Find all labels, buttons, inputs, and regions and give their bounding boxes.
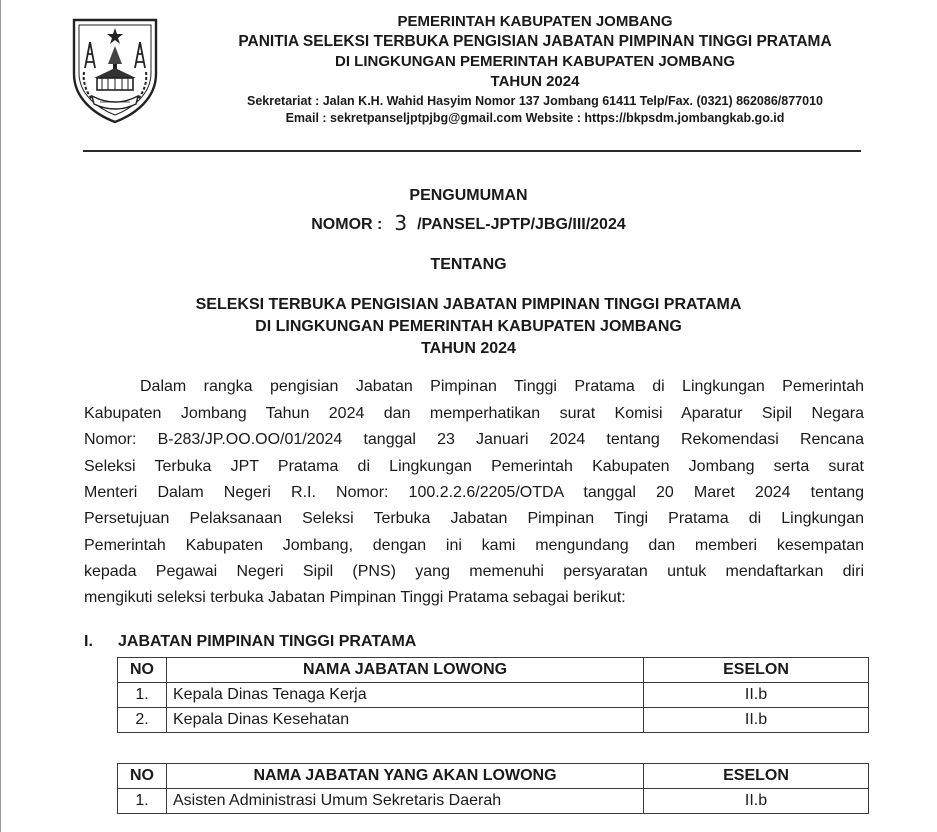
table-row	[118, 789, 869, 814]
column-header-echelon: ESELON	[644, 764, 869, 789]
column-header-position: NAMA JABATAN YANG AKAN LOWONG	[167, 764, 644, 789]
cell-position: Kepala Dinas Kesehatan	[167, 708, 644, 733]
announcement-number-prefix: NOMOR :	[311, 216, 383, 233]
cell-echelon: II.b	[644, 683, 869, 708]
cell-no: 2.	[118, 708, 167, 733]
announcement-subject-line-2: DI LINGKUNGAN PEMERINTAH KABUPATEN JOMBANG	[255, 318, 682, 335]
column-header-echelon: ESELON	[644, 658, 869, 683]
upcoming-vacant-positions-table	[117, 763, 869, 814]
letterhead-contact: Email : sekretpanseljptpjbg@gmail.com Website : https://bkpsdm.jombangkab.go.id	[285, 111, 785, 125]
announcement-number	[0, 210, 937, 234]
cell-position: Asisten Administrasi Umum Sekretaris Daerah	[167, 789, 644, 814]
announcement-title: PENGUMUMAN	[409, 187, 528, 204]
table-header-row	[118, 658, 869, 683]
body-line: Pemerintah Kabupaten Jombang, dengan ini kami mengundang dan memberi kesempatan	[84, 537, 864, 554]
section-number: I.	[84, 633, 93, 650]
cell-no: 1.	[118, 789, 167, 814]
announcement-number-handwritten: 3	[394, 211, 408, 235]
body-line: Menteri Dalam Negeri R.I. Nomor: 100.2.2.6/2205/OTDA tanggal 20 Maret 2024 tentang	[84, 484, 864, 501]
cell-position: Kepala Dinas Tenaga Kerja	[167, 683, 644, 708]
column-header-position: NAMA JABATAN LOWONG	[167, 658, 644, 683]
letterhead-committee-name: PANITIA SELEKSI TERBUKA PENGISIAN JABATAN PIMPINAN TINGGI PRATAMA	[238, 33, 832, 50]
body-line: Persetujuan Pelaksanaan Seleksi Terbuka Jabatan Pimpinan Tingi Pratama di Lingkungan	[84, 510, 864, 527]
cell-echelon: II.b	[644, 789, 869, 814]
cell-echelon: II.b	[644, 708, 869, 733]
announcement-subject-line-3: TAHUN 2024	[421, 340, 516, 357]
vacant-positions-table	[117, 657, 869, 733]
letterhead-address: Sekretariat : Jalan K.H. Wahid Hasyim Nomor 137 Jombang 61411 Telp/Fax. (0321) 862086/877010	[247, 94, 823, 108]
body-line: mengikuti seleksi terbuka Jabatan Pimpinan Tinggi Pratama sebagai berikut:	[84, 589, 626, 606]
table-row	[118, 683, 869, 708]
table-row	[118, 708, 869, 733]
announcement-tentang: TENTANG	[430, 256, 507, 273]
letterhead-government-name: PEMERINTAH KABUPATEN JOMBANG	[397, 13, 673, 30]
body-line: Nomor: B-283/JP.OO.OO/01/2024 tanggal 23 Januari 2024 tentang Rekomendasi Rencana	[84, 431, 864, 448]
column-header-no: NO	[118, 764, 167, 789]
section-heading	[84, 633, 416, 651]
section-title: JABATAN PIMPINAN TINGGI PRATAMA	[118, 633, 417, 650]
body-line: Dalam rangka pengisian Jabatan Pimpinan Tinggi Pratama di Lingkungan Pemerintah	[140, 378, 864, 395]
body-line: Kabupaten Jombang Tahun 2024 dan memperhatikan surat Komisi Aparatur Sipil Negara	[84, 405, 864, 422]
body-line: kepada Pegawai Negeri Sipil (PNS) yang memenuhi persyaratan untuk mendaftarkan diri	[84, 563, 864, 580]
regency-emblem-icon	[68, 12, 162, 124]
cell-no: 1.	[118, 683, 167, 708]
announcement-number-suffix: /PANSEL-JPTP/JBG/III/2024	[417, 216, 626, 233]
letterhead-divider	[83, 150, 861, 152]
letterhead-year: TAHUN 2024	[490, 73, 580, 90]
table-header-row	[118, 764, 869, 789]
body-line: Seleksi Terbuka JPT Pratama di Lingkungan Pemerintah Kabupaten Jombang serta surat	[84, 458, 864, 475]
letterhead-scope: DI LINGKUNGAN PEMERINTAH KABUPATEN JOMBANG	[335, 53, 735, 70]
announcement-subject-line-1: SELEKSI TERBUKA PENGISIAN JABATAN PIMPINAN TINGGI PRATAMA	[195, 296, 742, 313]
letterhead	[0, 0, 937, 150]
column-header-no: NO	[118, 658, 167, 683]
